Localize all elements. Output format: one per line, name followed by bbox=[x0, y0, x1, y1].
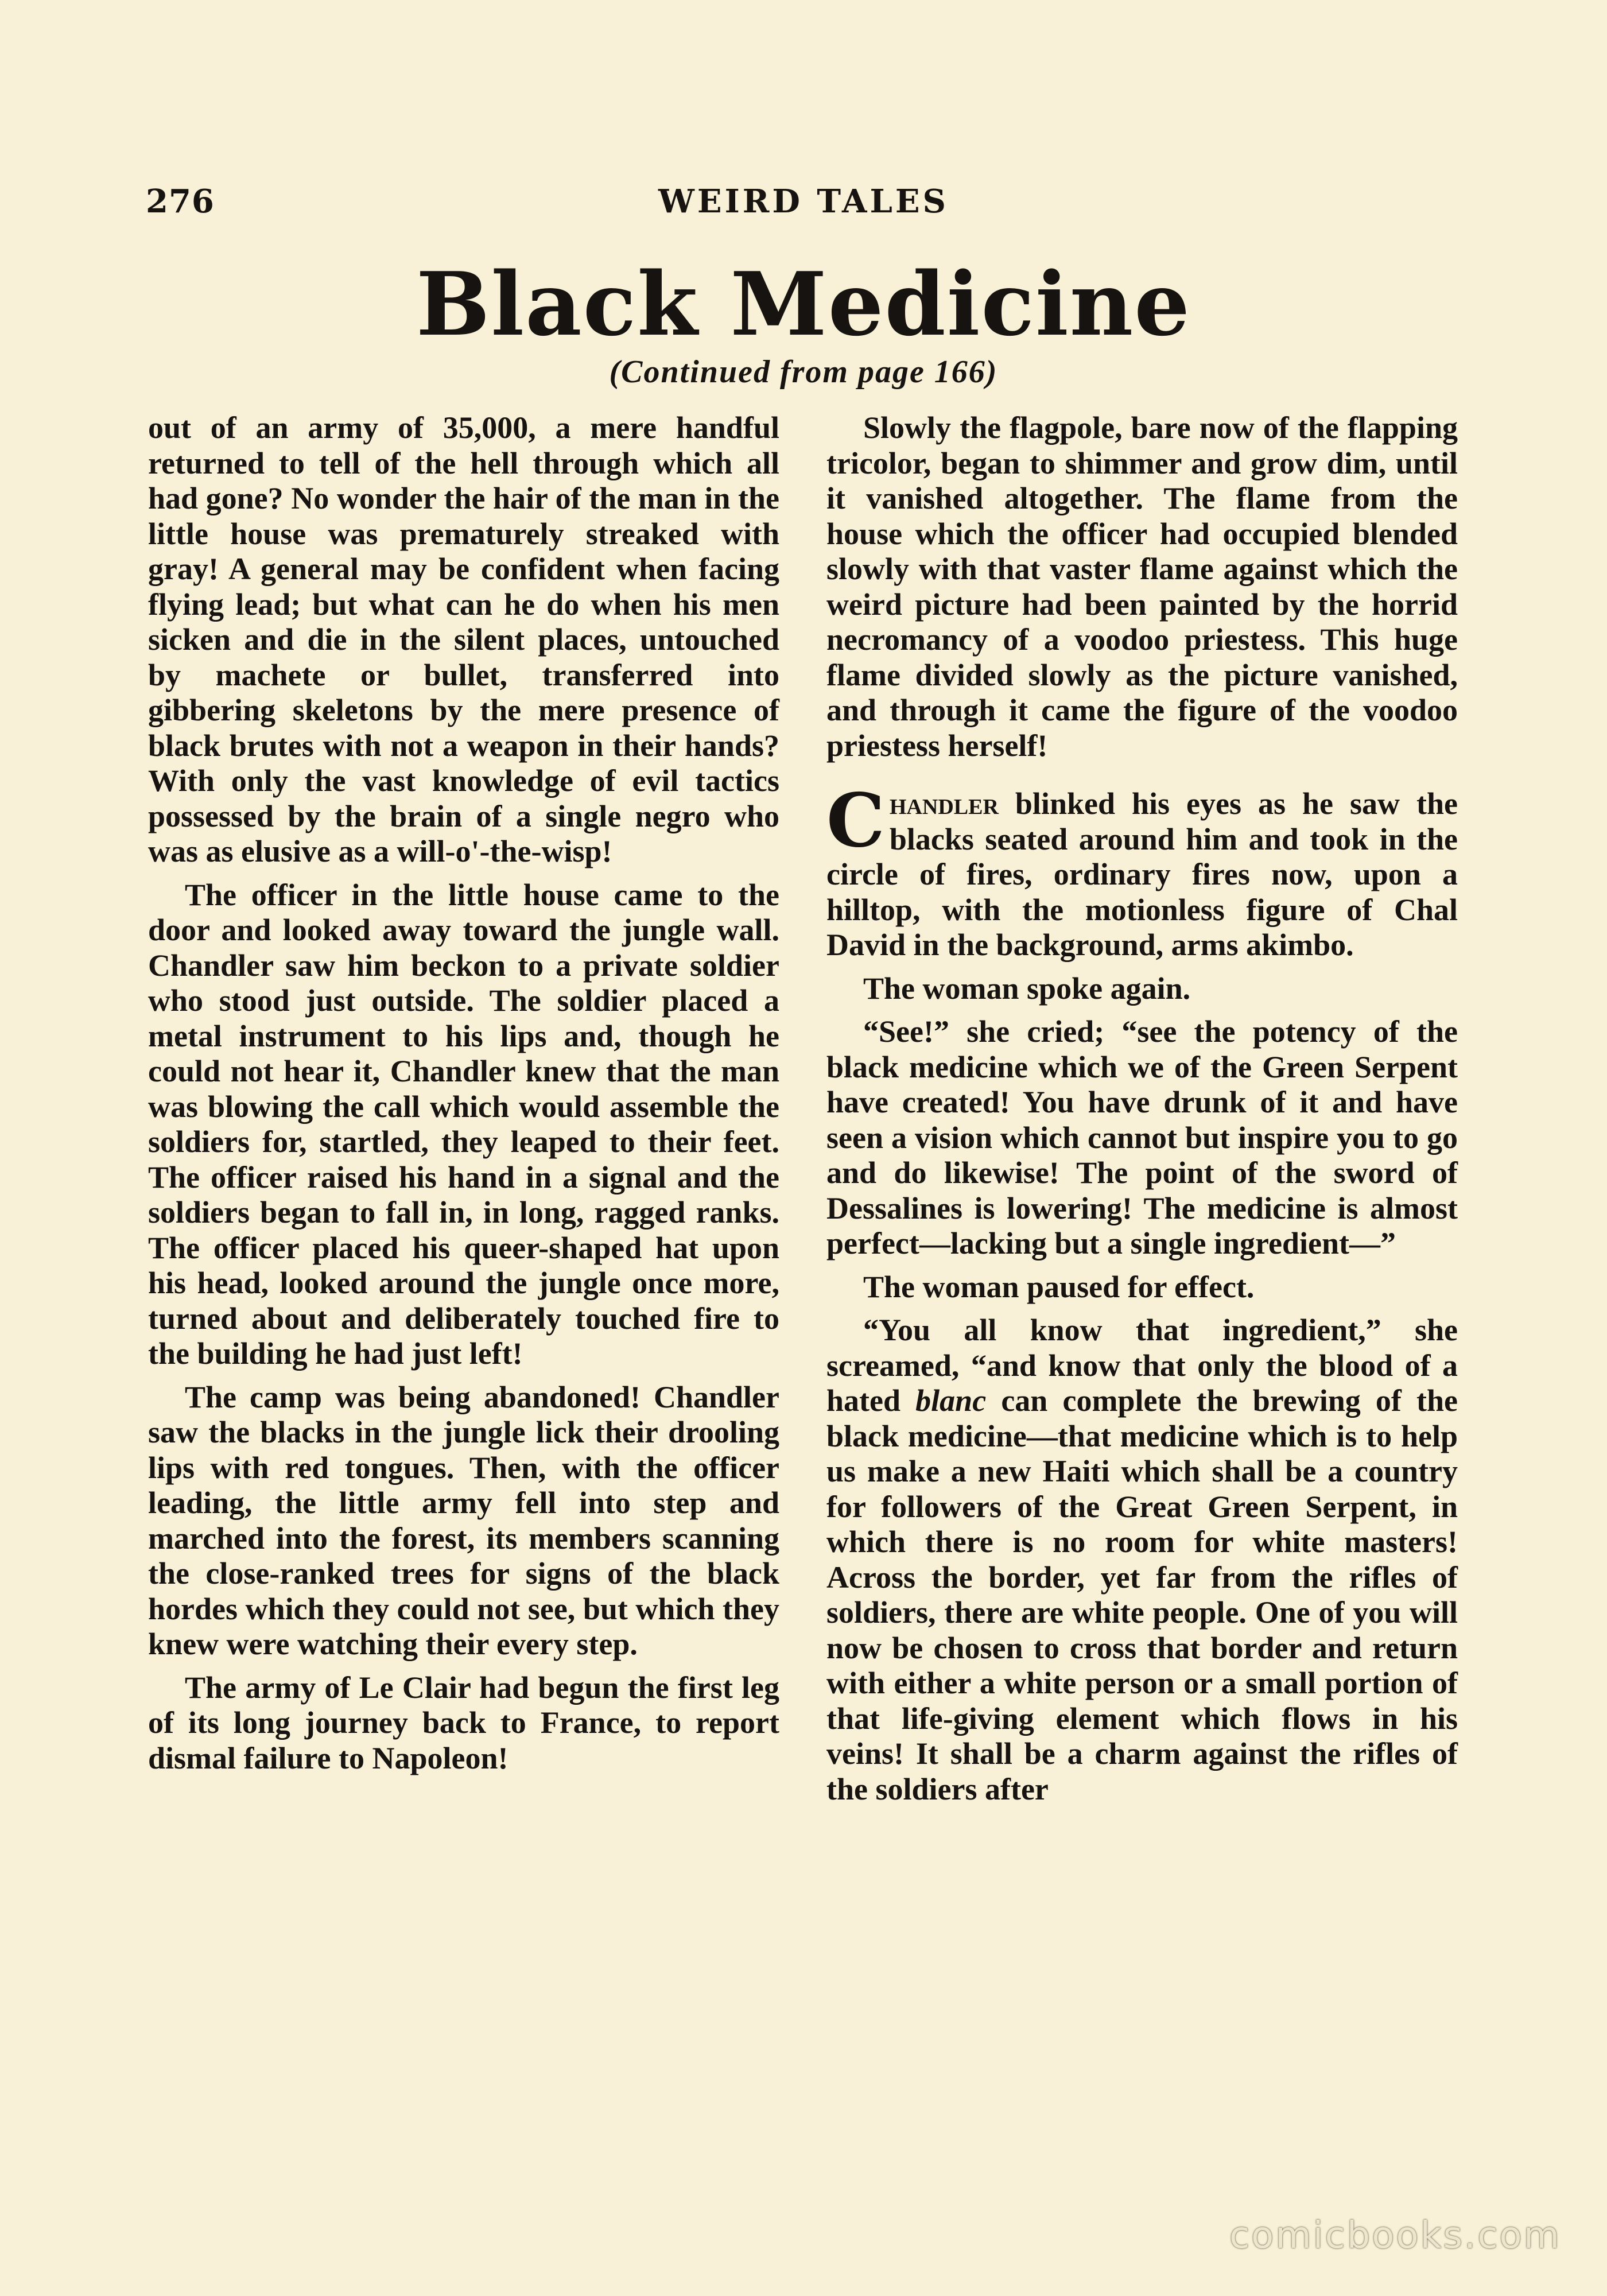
paragraph: Slowly the flagpole, bare now of the flapping tricolor, began to shimmer and grow dim, until it vanished altogether. The flame from the house which the officer had occupied blended slowly with that vaster flame against which the weird picture had been painted by the horrid necromancy of a voodoo priestess. This huge flame divided slowly as the picture vanished, and through it came the figure of the voodoo priestess herself! bbox=[826, 410, 1458, 763]
paragraph: The army of Le Clair had begun the first leg of its long journey back to France, to report dismal failure to Napoleon! bbox=[148, 1670, 779, 1775]
paragraph-text: “You all know that ingredient,” she screamed, “and know that only the blood of a hated bbox=[826, 1313, 1458, 1418]
paragraph-dropcap bbox=[826, 778, 1458, 963]
paragraph: “See!” she cried; “see the potency of the black medicine which we of the Green Serpent have created! You have drunk of it and have seen a vision which cannot but inspire you to go and do likewise! The point of the sword of Dessalines is lowering! The medicine is almost perfect—lacking but a single ingredient—” bbox=[826, 1014, 1458, 1261]
watermark: comicbooks.com bbox=[1229, 2214, 1561, 2257]
paragraph-text: can complete the brewing of the black medicine—that medicine which is to help us make a new Haiti which shall be a country for followers of the Great Green Serpent, in which there is no room for white masters! Across the border, yet far from the rifles of soldiers, there are white people. One of you will now be chosen to cross that border and return with either a white person or a small portion of that life-giving element which flows in his veins! It shall be a charm against the rifles of the soldiers after bbox=[826, 1383, 1458, 1806]
paragraph bbox=[826, 1313, 1458, 1807]
right-column bbox=[826, 410, 1458, 1807]
page-number: 276 bbox=[146, 183, 215, 220]
drop-cap: C bbox=[826, 778, 885, 864]
italic-word: blanc bbox=[915, 1383, 987, 1418]
paragraph: The woman spoke again. bbox=[863, 971, 1191, 1006]
running-head: WEIRD TALES bbox=[658, 183, 949, 220]
paragraph: out of an army of 35,000, a mere handful returned to tell of the hell through which all had gone? No wonder the hair of the man in the little house was prematurely streaked with gray! A general may be confident when facing flying lead; but what can he do when his men sicken and die in the silent places, untouched by machete or bullet, transferred into gibbering skeletons by the mere presence of black brutes with not a weapon in their hands? With only the vast knowledge of evil tactics possessed by the brain of a single negro who was as elusive as a will-o'-the-wisp! bbox=[148, 410, 779, 868]
dropcap-word-rest: handler bbox=[889, 786, 999, 821]
paragraph: The camp was being abandoned! Chandler saw the blacks in the jungle lick their drooling lips with red tongues. Then, with the officer leading, the little army fell into step and marched into the forest, its members scanning the close-ranked trees for signs of the black hordes which they could not see, but which they knew were watching their every step. bbox=[148, 1379, 779, 1661]
continued-note: (Continued from page 166) bbox=[609, 354, 998, 390]
paragraph-text: blinked his eyes as he saw the blacks seated around him and took in the circle of fires, ordinary fires now, upon a hilltop, with the motionless figure of Chal David in the background, arms akimbo. bbox=[826, 786, 1458, 962]
paragraph: The officer in the little house came to the door and looked away toward the jungle wall. Chandler saw him beckon to a private soldier who stood just outside. The soldier placed a metal instrument to his lips and, though he could not hear it, Chandler knew that the man was blowing the call which would assemble the soldiers for, startled, they leaped to their feet. The officer raised his hand in a signal and the soldiers began to fall in, in long, ragged ranks. The officer placed his queer-shaped hat upon his head, looked around the jungle once more, turned about and deliberately touched fire to the building he had just left! bbox=[148, 877, 779, 1371]
left-column bbox=[148, 410, 779, 1776]
paragraph: The woman paused for effect. bbox=[863, 1269, 1255, 1304]
story-title: Black Medicine bbox=[416, 253, 1191, 355]
